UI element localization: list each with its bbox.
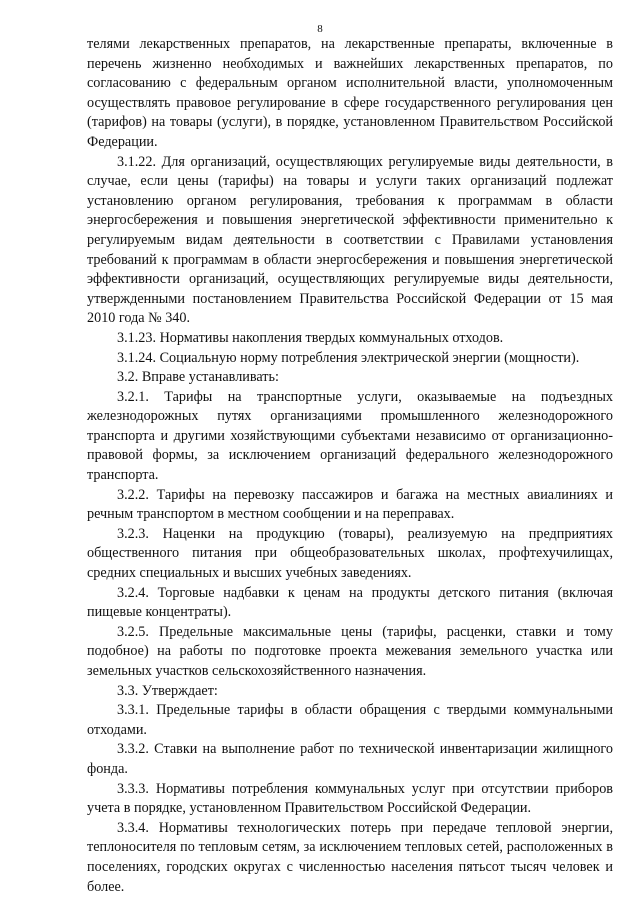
paragraph: 3.2.3. Наценки на продукцию (товары), реализуемую на предприятиях общественного питания при общеобразовательных школах, профтехучилищах, средних специальных и высших учебных заведениях. (87, 525, 613, 582)
paragraph: 3.2.5. Предельные максимальные цены (тарифы, расценки, ставки и тому подобное) на работы по подготовке проекта межевания земельного участка или земельных участков сельскохозяйственного назначения. (87, 623, 613, 679)
paragraph: 3.3.4. Нормативы технологических потерь при передаче тепловой энергии, теплоносителя по тепловым сетям, за исключением тепловых сетей, расположенных в поселениях, городских округах с численностью населения пятьсот тысяч человек и более. (87, 819, 613, 895)
paragraph: 3.1.24. Социальную норму потребления электрической энергии (мощности). (117, 349, 580, 366)
paragraph: телями лекарственных препаратов, на лекарственные препараты, включенные в перечень жизненно необходимых и важнейших лекарственных препаратов, по согласованию с федеральным органом исполнительной власти, уполномоченным осуществлять правовое регулирование в сфере государственного регулирования цен (тарифов) на товары (услуги), в порядке, установленном Правительством Российской Федерации. (87, 36, 613, 150)
paragraph: 3.3.1. Предельные тарифы в области обращения с твердыми коммунальными отходами. (87, 702, 613, 738)
paragraph: 3.2. Вправе устанавливать: (117, 369, 279, 386)
document-body (87, 35, 613, 897)
paragraph: 3.3. Утверждает: (117, 682, 218, 699)
paragraph: 3.2.2. Тарифы на перевозку пассажиров и багажа на местных авиалиниях и речным транспортом в местном сообщении и на переправах. (87, 486, 613, 523)
paragraph: 3.1.23. Нормативы накопления твердых коммунальных отходов. (117, 329, 504, 346)
paragraph: 3.1.22. Для организаций, осуществляющих регулируемые виды деятельности, в случае, если цены (тарифы) на товары и услуги таких организаций подлежат установлению органом регулирования, требования к программам в области энергосбережения и повышения энергетической эффективности применительно к регулируемым видам деятельности в соответствии с Правилами установления требований к программам в области энергосбережения и повышения энергетической эффективности организаций, осуществляющих регулируемые виды деятельности, утвержденными постановлением Правительства Российской Федерации от 15 мая 2010 года № 340. (87, 153, 613, 327)
paragraph: 3.3.3. Нормативы потребления коммунальных услуг при отсутствии приборов учета в порядке, установленном Правительством Российской Федерации. (87, 780, 613, 817)
paragraph: 3.2.4. Торговые надбавки к ценам на продукты детского питания (включая пищевые концентраты). (87, 584, 613, 621)
page-number: 8 (317, 23, 323, 35)
paragraph: 3.2.1. Тарифы на транспортные услуги, оказываемые на подъездных железнодорожных путях организациями промышленного железнодорожного транспорта и другими хозяйствующими субъектами независимо от организационно-правовой формы, за исключением организаций федерального железнодорожного транспорта. (87, 388, 613, 484)
paragraph: 3.3.2. Ставки на выполнение работ по технической инвентаризации жилищного фонда. (87, 741, 613, 777)
